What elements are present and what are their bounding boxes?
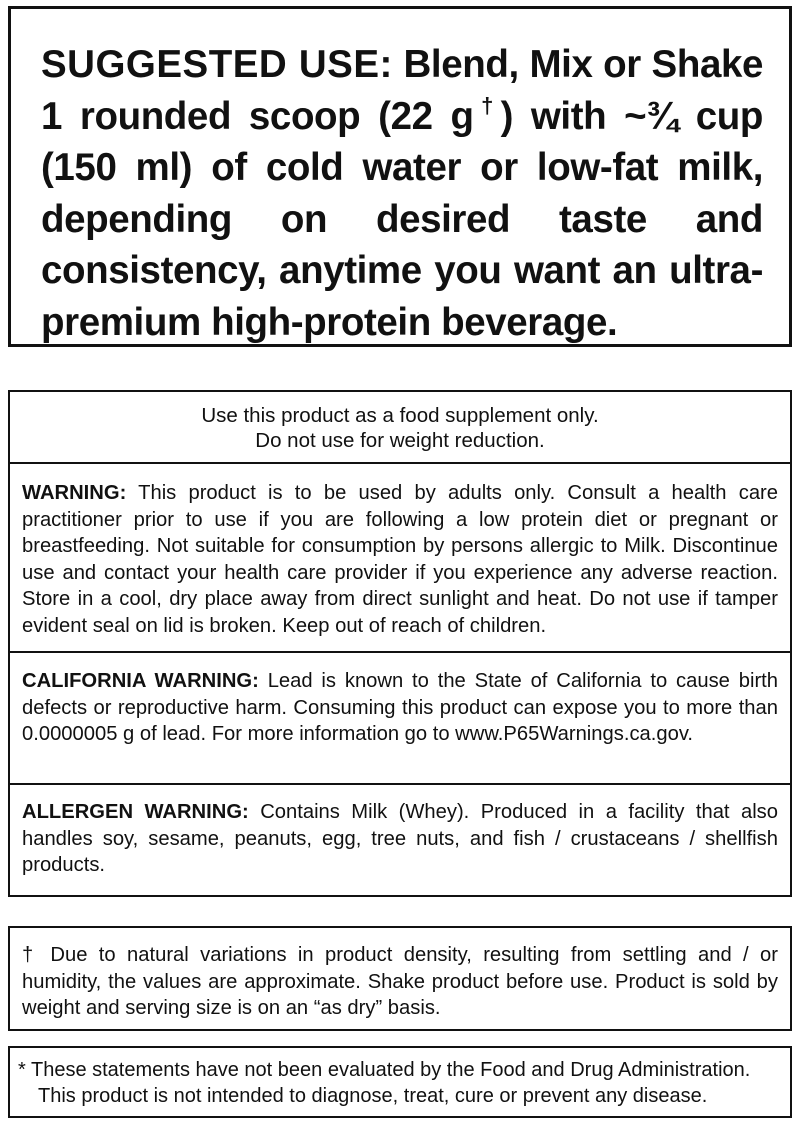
density-footnote-text: † Due to natural variations in product density, resulting from settling and / or humidity, the values are approximate. Shake product before use. Product is sold by weight and serving size is on an “as dry” basis. xyxy=(22,944,778,1019)
warnings-panel xyxy=(8,390,792,897)
suggested-use-text-1: Blend, Mix or Shake 1 rounded scoop (22 g xyxy=(41,43,763,138)
allergen-warning-label: ALLERGEN WARNING: xyxy=(22,801,249,823)
allergen-warning-text: Contains Milk (Whey). Produced in a facility that also handles soy, sesame, peanuts, egg, tree nuts, and fish / crustaceans / shellfish products. xyxy=(22,801,779,876)
warning-label: WARNING: xyxy=(22,482,127,504)
california-warning-text: Lead is known to the State of California to cause birth defects or reproductive harm. Consuming this product can expose you to more than 0.0000005 g of lead. For more information go to www.P65Warnings.ca.gov. xyxy=(22,670,778,745)
california-warning-label: CALIFORNIA WARNING: xyxy=(22,670,259,692)
suggested-use-paragraph xyxy=(41,39,763,348)
density-footnote xyxy=(8,926,792,1031)
allergen-warning xyxy=(10,785,790,879)
fda-disclaimer-line-1: * These statements have not been evaluated by the Food and Drug Administration. xyxy=(18,1059,751,1081)
suggested-use-panel xyxy=(8,6,792,347)
food-supplement-line-1: Use this product as a food supplement only. xyxy=(201,404,599,427)
food-supplement-notice xyxy=(10,392,790,464)
california-warning xyxy=(10,653,790,785)
warning-text: This product is to be used by adults only. Consult a health care practitioner prior to use if you are following a low protein diet or pregnant or breastfeeding. Not suitable for consumption by persons allergic to Milk. Discontinue use and contact your health care provider if you experience any adverse reaction. Store in a cool, dry place away from direct sunlight and heat. Do not use if tamper evident seal on lid is broken. Keep out of reach of children. xyxy=(22,482,778,637)
fda-disclaimer xyxy=(8,1046,792,1118)
suggested-use-label: SUGGESTED USE: xyxy=(41,43,393,86)
food-supplement-line-2: Do not use for weight reduction. xyxy=(255,429,545,452)
general-warning xyxy=(10,464,790,653)
dagger-mark: † xyxy=(473,92,501,118)
fda-disclaimer-line-2: This product is not intended to diagnose, treat, cure or prevent any disease. xyxy=(38,1085,708,1107)
suggested-use-text-2: ) with ~¾ cup (150 ml) of cold water or low-fat milk, depending on desired taste and consistency, anytime you want an ultra-premium high-protein beverage. xyxy=(41,94,763,344)
